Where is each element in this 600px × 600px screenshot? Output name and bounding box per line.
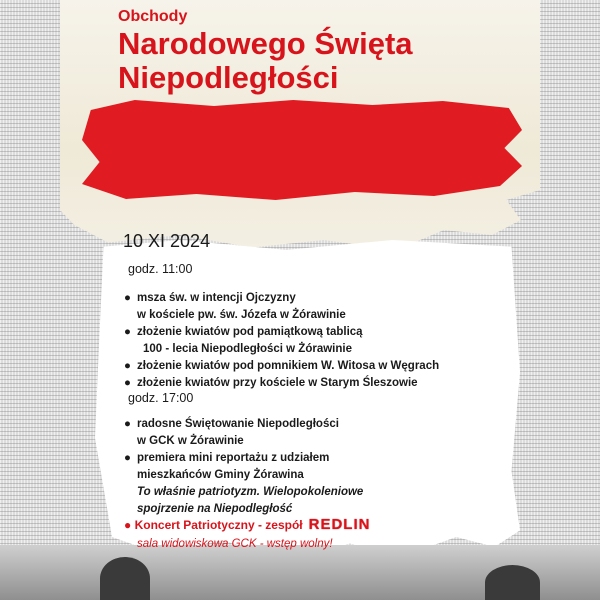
band-name: REDLIN	[308, 516, 371, 533]
session1-item-2-line1: ● złożenie kwiatów pod pamiątkową tablicą	[124, 324, 439, 341]
bullet-icon: ●	[124, 292, 131, 304]
musician-left-figure	[100, 557, 150, 600]
red-brush-stroke	[82, 100, 522, 200]
bullet-icon: ●	[124, 452, 131, 464]
session1-item-3: ● złożenie kwiatów pod pomnikiem W. Witosa w Węgrach	[124, 358, 439, 375]
header-title-line1: Narodowego Święta	[118, 26, 413, 61]
bullet-icon: ●	[124, 418, 131, 430]
session2-time: godz. 17:00	[128, 391, 194, 405]
session1-time: godz. 11:00	[128, 262, 193, 276]
session1-item-1-line2: w kościele pw. św. Józefa w Żórawinie	[137, 309, 346, 321]
concert-line	[124, 516, 370, 533]
concert-label: Koncert Patriotyczny - zespół	[134, 518, 303, 532]
session1-item-2-line2: 100 - lecia Niepodległości w Żórawinie	[143, 343, 352, 355]
session1-item-4: ● złożenie kwiatów przy kościele w Starym Śleszowie	[124, 375, 439, 392]
session2-italic-line1: To właśnie patriotyzm. Wielopokoleniowe	[137, 486, 364, 498]
session2-italic-line2: spojrzenie na Niepodległość	[137, 503, 293, 515]
event-date: 10 XI 2024	[123, 231, 211, 251]
session2-item-2-line2: mieszkańców Gminy Żórawina	[137, 469, 304, 481]
musician-right-figure	[485, 565, 540, 600]
session1-list	[124, 290, 439, 392]
session2-list	[124, 416, 363, 518]
bullet-icon: ●	[124, 518, 135, 532]
session2-item-2-line1: ● premiera mini reportażu z udziałem	[124, 450, 363, 467]
session2-item-1-line1: ● radosne Świętowanie Niepodległości	[124, 416, 363, 433]
bullet-icon: ●	[124, 326, 131, 338]
bullet-icon: ●	[124, 360, 131, 372]
concert-photo-strip	[0, 545, 600, 600]
header-small-title: Obchody	[118, 8, 188, 25]
concert-venue: sala widowiskowa GCK - wstęp wolny!	[137, 538, 333, 550]
header-title-line2: Niepodległości	[118, 60, 339, 95]
session2-item-1-line2: w GCK w Żórawinie	[137, 435, 244, 447]
session1-item-1-line1: ● msza św. w intencji Ojczyzny	[124, 290, 439, 307]
bullet-icon: ●	[124, 377, 131, 389]
